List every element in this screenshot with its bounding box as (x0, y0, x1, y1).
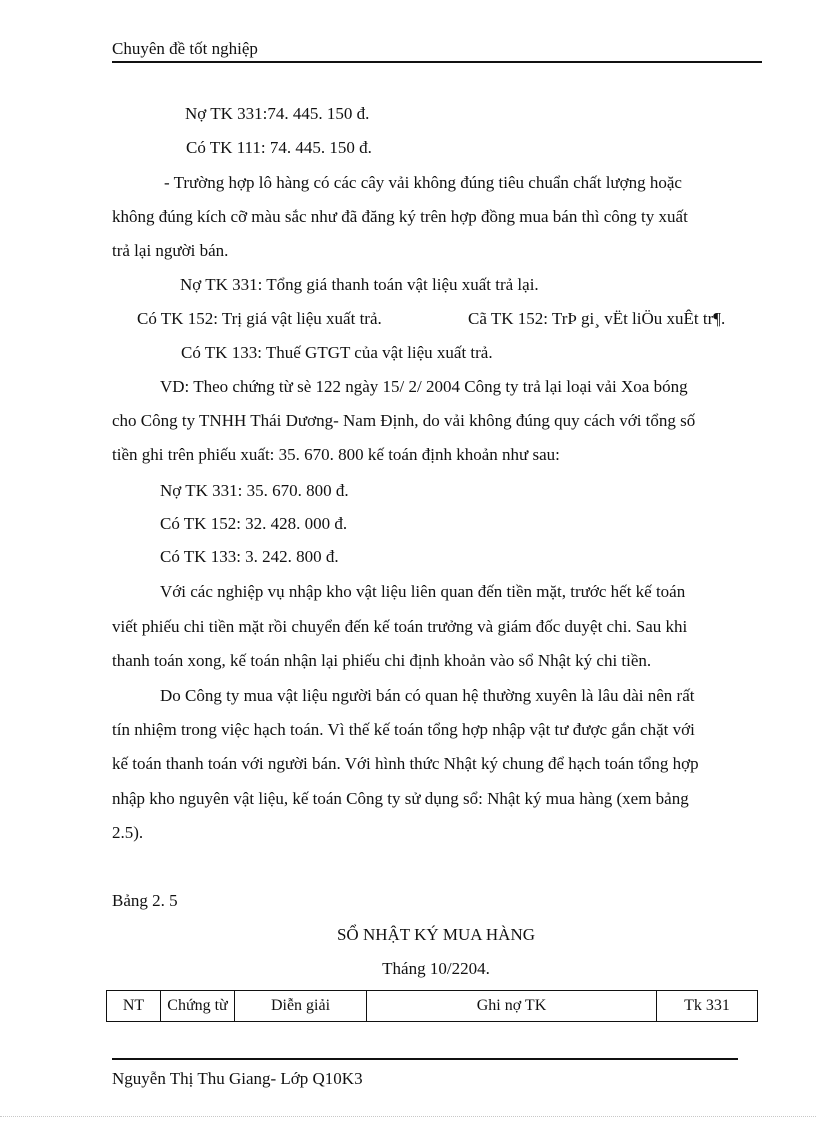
entry-credit-152-garbled-line: Cã TK 152: TrÞ gi¸ vËt liÖu xuÊt tr¶. (468, 309, 726, 328)
paragraph-line: cho Công ty TNHH Thái Dương- Nam Định, do vải không đúng quy cách với tổng số (112, 411, 696, 430)
ledger-period: Tháng 10/2204. (382, 959, 490, 978)
entry-credit-133-example-line: Có TK 133: 3. 242. 800 đ. (160, 547, 339, 566)
footer-author: Nguyễn Thị Thu Giang- Lớp Q10K3 (112, 1069, 363, 1088)
ledger-header-row (107, 991, 758, 1022)
paragraph-line: không đúng kích cỡ màu sắc như đã đăng ký trên hợp đồng mua bán thì công ty xuất (112, 207, 688, 226)
ledger-title: SỔ NHẬT KÝ MUA HÀNG (336, 925, 536, 944)
entry-credit-133-line: Có TK 133: Thuế GTGT của vật liệu xuất trả. (181, 343, 493, 362)
paragraph-line: tiền ghi trên phiếu xuất: 35. 670. 800 kế toán định khoản như sau: (112, 445, 560, 464)
paragraph-line: Với các nghiệp vụ nhập kho vật liệu liên quan đến tiền mặt, trước hết kế toán (160, 582, 686, 601)
paragraph-line: thanh toán xong, kế toán nhận lại phiếu chi định khoản vào sổ Nhật ký chi tiền. (112, 651, 652, 670)
header-rule (112, 61, 762, 63)
ledger-table (106, 990, 758, 1022)
column-header-description: Diễn giải (235, 991, 367, 1022)
paragraph-line: tín nhiệm trong việc hạch toán. Vì thế kế toán tổng hợp nhập vật tư được gắn chặt với (112, 720, 695, 739)
entry-credit-111-line: Có TK 111: 74. 445. 150 đ. (186, 138, 372, 157)
column-header-account-331: Tk 331 (657, 991, 758, 1022)
column-header-voucher: Chứng từ (161, 991, 235, 1022)
paragraph-line: 2.5). (112, 823, 144, 842)
entry-debit-331-example-line: Nợ TK 331: 35. 670. 800 đ. (160, 481, 349, 500)
entry-credit-152-line: Có TK 152: Trị giá vật liệu xuất trả. (137, 309, 382, 328)
table-caption: Bảng 2. 5 (112, 891, 178, 910)
paragraph-line: trả lại người bán. (112, 241, 229, 260)
column-header-debit-account: Ghi nợ TK (367, 991, 657, 1022)
paragraph-line: VD: Theo chứng từ sè 122 ngày 15/ 2/ 2004 Công ty trả lại loại vải Xoa bóng (160, 377, 688, 396)
paragraph-line: kế toán thanh toán với người bán. Với hình thức Nhật ký chung để hạch toán tổng hợp (112, 754, 699, 773)
entry-credit-152-example-line: Có TK 152: 32. 428. 000 đ. (160, 514, 348, 533)
page-header-title: Chuyên đề tốt nghiệp (112, 39, 258, 58)
column-header-date: NT (107, 991, 161, 1022)
footer-rule (112, 1058, 738, 1060)
paragraph-line: Do Công ty mua vật liệu người bán có quan hệ thường xuyên là lâu dài nên rất (160, 686, 695, 705)
paragraph-line: viết phiếu chi tiền mặt rồi chuyển đến kế toán trưởng và giám đốc duyệt chi. Sau khi (112, 617, 688, 636)
entry-debit-331-total-line: Nợ TK 331: Tổng giá thanh toán vật liệu xuất trả lại. (180, 275, 539, 294)
entry-debit-331-line: Nợ TK 331:74. 445. 150 đ. (185, 104, 370, 123)
paragraph-line: nhập kho nguyên vật liệu, kế toán Công ty sử dụng sổ: Nhật ký mua hàng (xem bảng (112, 789, 689, 808)
page-bottom-border (0, 1116, 816, 1117)
paragraph-line: - Trường hợp lô hàng có các cây vải không đúng tiêu chuẩn chất lượng hoặc (164, 173, 682, 192)
